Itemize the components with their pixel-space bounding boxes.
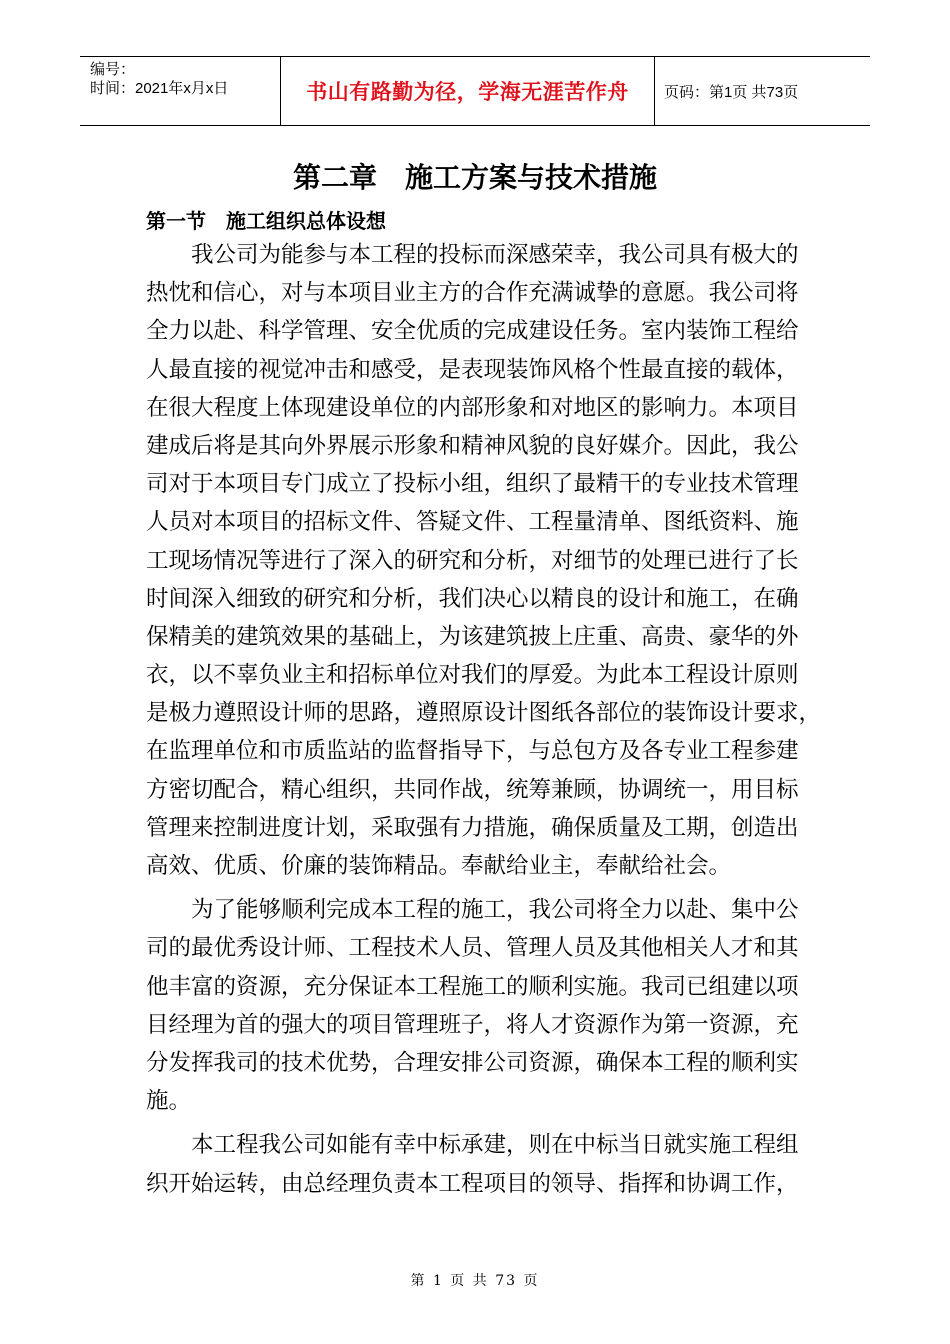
header-meta-cell: [80, 57, 281, 125]
paragraph-line: 为了能够顺利完成本工程的施工，我公司将全力以赴、集中公: [191, 897, 799, 924]
paragraph-line: 我公司为能参与本工程的投标而深感荣幸，我公司具有极大的: [191, 242, 799, 268]
paragraph-line: 分发挥我司的技术优势，合理安排公司资源，确保本工程的顺利实: [146, 1049, 799, 1076]
chapter-title: 第二章 施工方案与技术措施: [292, 161, 657, 194]
paragraph-line: 司对于本项目专门成立了投标小组，组织了最精干的专业技术管理: [146, 471, 799, 498]
header-page-info: 页码：第1页 共73页: [664, 83, 799, 101]
paragraph-line: 他丰富的资源，充分保证本工程施工的顺利实施。我司已组建以项: [146, 973, 799, 1000]
paragraph-line: 是极力遵照设计师的思路，遵照原设计图纸各部位的装饰设计要求，: [146, 700, 822, 727]
paragraph-line: 人最直接的视觉冲击和感受，是表现装饰风格个性最直接的载体，: [146, 356, 799, 383]
paragraph-line: 施。: [146, 1088, 192, 1115]
document-number-label: 编号：: [90, 61, 136, 78]
paragraph: [146, 1126, 806, 1202]
paragraph-line: 在监理单位和市质监站的监督指导下，与总包方及各专业工程参建: [146, 738, 799, 765]
paragraph-line: 保精美的建筑效果的基础上，为该建筑披上庄重、高贵、豪华的外: [146, 623, 799, 650]
section-title: 第一节 施工组织总体设想: [146, 209, 386, 233]
paragraph: [146, 236, 822, 885]
paragraph-line: 织开始运转，由总经理负责本工程项目的领导、指挥和协调工作，: [146, 1170, 799, 1197]
paragraph-line: 高效、优质、价廉的装饰精品。奉献给业主，奉献给社会。: [146, 853, 732, 879]
document-time-label: 时间：2021年x月x日: [90, 80, 229, 97]
paragraph: [146, 891, 806, 1120]
paragraph-line: 本工程我公司如能有幸中标承建，则在中标当日就实施工程组: [191, 1132, 799, 1159]
paragraph-line: 在很大程度上体现建设单位的内部形象和对地区的影响力。本项目: [146, 394, 799, 421]
paragraph-line: 司的最优秀设计师、工程技术人员、管理人员及其他相关人才和其: [146, 935, 799, 962]
paragraph-line: 管理来控制进度计划，采取强有力措施，确保质量及工期，创造出: [146, 814, 799, 841]
page-footer: 第 1 页 共 73 页: [410, 1273, 540, 1289]
paragraph-line: 工现场情况等进行了深入的研究和分析，对细节的处理已进行了长: [146, 547, 799, 574]
paragraph-line: 全力以赴、科学管理、安全优质的完成建设任务。室内装饰工程给: [146, 318, 799, 345]
body-text: [146, 236, 822, 1203]
document-header: [80, 56, 870, 126]
paragraph-line: 时间深入细致的研究和分析，我们决心以精良的设计和施工，在确: [146, 585, 799, 612]
paragraph-line: 衣，以不辜负业主和招标单位对我们的厚爱。为此本工程设计原则: [146, 662, 799, 689]
header-motto: 书山有路勤为径，学海无涯苦作舟: [281, 57, 655, 125]
paragraph-line: 目经理为首的强大的项目管理班子，将人才资源作为第一资源，充: [146, 1011, 799, 1038]
paragraph-line: 方密切配合，精心组织，共同作战，统筹兼顾，协调统一，用目标: [146, 776, 799, 803]
paragraph-line: 建成后将是其向外界展示形象和精神风貌的良好媒介。因此，我公: [146, 432, 799, 459]
paragraph-line: 人员对本项目的招标文件、答疑文件、工程量清单、图纸资料、施: [146, 509, 799, 536]
paragraph-line: 热忱和信心，对与本项目业主方的合作充满诚挚的意愿。我公司将: [146, 280, 799, 307]
